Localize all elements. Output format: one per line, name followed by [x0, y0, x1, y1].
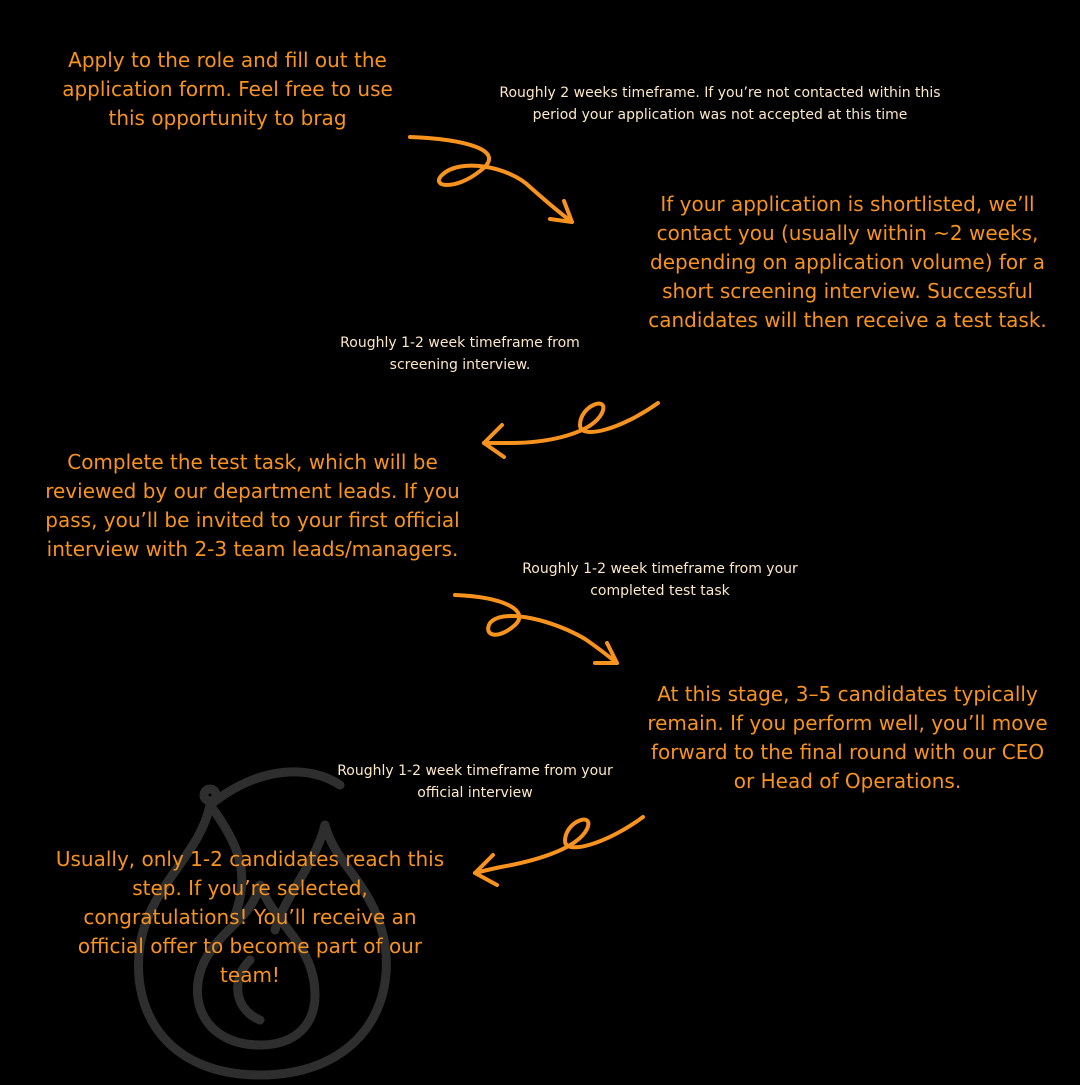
timeframe-2-text: Roughly 1-2 week timeframe from screening interview.: [340, 335, 580, 373]
step-3-text: Complete the test task, which will be reviewed by our department leads. If you pass, you’ll be invited to your first official interview with 2-3 team leads/managers.: [45, 450, 460, 561]
timeframe-4-text: Roughly 1-2 week timeframe from your official interview: [337, 763, 613, 801]
curly-arrow-1-icon: [400, 125, 590, 235]
step-4-text: At this stage, 3–5 candidates typically remain. If you perform well, you’ll move forward to the final round with our CEO or Head of Operations.: [647, 682, 1048, 793]
step-2-text: If your application is shortlisted, we’ll contact you (usually within ~2 weeks, depending on application volume) for a short screening interview. Successful candidates will then receive a test task.: [648, 192, 1047, 332]
timeframe-1-text: Roughly 2 weeks timeframe. If you’re not contacted within this period your application was not accepted at this time: [499, 85, 941, 123]
timeframe-3-text: Roughly 1-2 week timeframe from your completed test task: [522, 561, 798, 599]
curly-arrow-4-icon: [465, 805, 655, 890]
curly-arrow-2-icon: [470, 385, 670, 470]
curly-arrow-3-icon: [445, 585, 635, 675]
step-5-text: Usually, only 1-2 candidates reach this step. If you’re selected, congratulations! You’ll receive an official offer to become part of our team!: [55, 847, 445, 987]
step-1-text: Apply to the role and fill out the application form. Feel free to use this opportunity to brag: [62, 48, 393, 130]
